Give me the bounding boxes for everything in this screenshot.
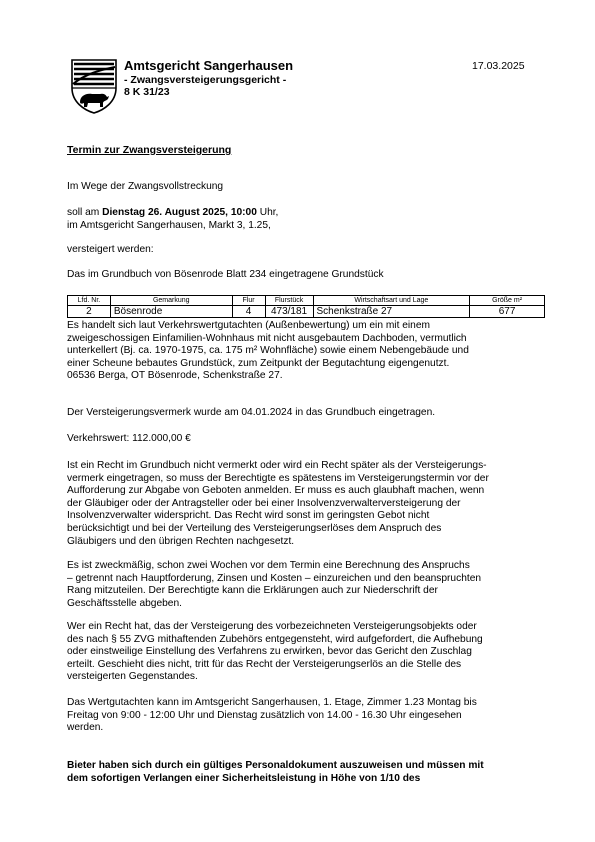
text-line: Ist ein Recht im Grundbuch nicht vermerkt oder wird ein Recht später als der Versteigerungs- [67, 460, 487, 471]
text-line: 06536 Berga, OT Bösenrode, Schenkstraße 27. [67, 370, 283, 382]
table-row [68, 306, 545, 318]
column-header: Flurstück [265, 296, 313, 306]
text-line: Gläubigers und den übrigen Rechten nachgesetzt. [67, 535, 295, 547]
text-line: Es ist zweckmäßig, schon zwei Wochen vor dem Termin eine Berechnung des Anspruchs [67, 560, 470, 571]
text-line: dem sofortigen Verlangen einer Sicherheitsleistung in Höhe von 1/10 des [67, 772, 421, 784]
text-line: des nach § 55 ZVG mithaftenden Zubehörs entgegensteht, wird aufgefordert, die Aufhebung [67, 633, 483, 645]
text-line: Das Wertgutachten kann im Amtsgericht Sangerhausen, 1. Etage, Zimmer 1.23 Montag bis [67, 697, 477, 708]
text-line: Aufforderung zur Abgabe von Geboten anmelden. Er muss es auch glaubhaft machen, wenn [67, 485, 485, 497]
table-cell: 4 [232, 306, 265, 318]
text-line: berücksichtigt und bei der Verteilung des Versteigerungserlöses dem Anspruch des [67, 522, 442, 534]
text-line: vermerk eingetragen, so muss der Berechtigte es spätestens im Versteigerungstermin vor der [67, 472, 489, 484]
bidders-paragraph [67, 760, 535, 785]
intro-text: Im Wege der Zwangsvollstreckung [67, 181, 224, 192]
table-cell: 473/181 [265, 306, 313, 318]
schedule-date: Dienstag 26. August 2025, 10:00 [102, 207, 257, 218]
table-cell: 677 [470, 306, 545, 318]
schedule-line-1 [67, 207, 535, 220]
text-line: Freitag von 9:00 - 12:00 Uhr und Dienstag zusätzlich von 14.00 - 16.30 Uhr eingesehen [67, 709, 462, 721]
text-line: Insolvenzverwalter widerspricht. Das Recht wird sonst im geringsten Gebot nicht [67, 510, 430, 522]
land-register-line: Das im Grundbuch von Bösenrode Blatt 234 eingetragene Grundstück [67, 269, 384, 280]
court-header [124, 58, 293, 98]
coat-of-arms-icon [70, 58, 118, 114]
text-line: Es handelt sich laut Verkehrswertgutachten (Außenbewertung) um ein mit einem [67, 320, 430, 331]
schedule-suffix: Uhr, [256, 207, 279, 218]
claim-paragraph [67, 560, 535, 610]
text-line: oder einstweilige Einstellung des Verfahrens zu erwirken, bevor das Gericht den Zuschlag [67, 646, 472, 658]
market-value: Verkehrswert: 112.000,00 € [67, 433, 191, 444]
court-subtitle: - Zwangsversteigerungsgericht - [124, 74, 287, 86]
property-table [67, 295, 545, 318]
appraisal-paragraph [67, 697, 535, 735]
table-cell: Bösenrode [110, 306, 232, 318]
text-line: Rang mitzuteilen. Der Berechtigte kann die Erklärungen auch zur Niederschrift der [67, 585, 438, 597]
column-header: Wirtschaftsart und Lage [313, 296, 470, 306]
schedule-line-2: im Amtsgericht Sangerhausen, Markt 3, 1.25, [67, 220, 271, 231]
document-date: 17.03.2025 [472, 60, 525, 72]
text-line: werden. [67, 722, 104, 734]
table-cell: 2 [68, 306, 111, 318]
auction-line: versteigert werden: [67, 244, 154, 255]
column-header: Flur [232, 296, 265, 306]
file-number: 8 K 31/23 [124, 86, 170, 98]
opposition-paragraph [67, 621, 535, 684]
text-line: Bieter haben sich durch ein gültiges Personaldokument auszuweisen und müssen mit [67, 760, 484, 771]
entry-note: Der Versteigerungsvermerk wurde am 04.01.2024 in das Grundbuch eingetragen. [67, 407, 436, 418]
court-name: Amtsgericht Sangerhausen [124, 58, 294, 73]
table-cell: Schenkstraße 27 [313, 306, 470, 318]
rights-paragraph [67, 460, 535, 548]
text-line: einer Scheune bebautes Grundstück, zum Zeitpunkt der Begutachtung eigengenutzt. [67, 357, 450, 369]
column-header: Gemarkung [110, 296, 232, 306]
text-line: – getrennt nach Hauptforderung, Zinsen und Kosten – einzureichen und den beanspruchten [67, 572, 482, 584]
text-line: Wer ein Recht hat, das der Versteigerung des vorbezeichneten Versteigerungsobjekts oder [67, 621, 477, 632]
column-header: Lfd. Nr. [68, 296, 111, 306]
schedule-prefix: soll am [67, 207, 103, 218]
text-line: erteilt. Geschieht dies nicht, tritt für das Recht der Versteigerungserlös an die Stelle des [67, 658, 462, 670]
text-line: zweigeschossigen Einfamilien-Wohnhaus mit nicht ausgebautem Dachboden, vermutlich [67, 332, 467, 344]
text-line: unterkellert (Bj. ca. 1970-1975, ca. 175 m² Wohnfläche) sowie einem Nebengebäude und [67, 345, 469, 357]
page-title: Termin zur Zwangsversteigerung [67, 144, 232, 156]
table-header-row [68, 296, 545, 306]
description-paragraph [67, 320, 535, 383]
text-line: versteigerten Gegenstandes. [67, 671, 198, 683]
text-line: Geschäftsstelle abgeben. [67, 597, 182, 609]
text-line: der Gläubiger oder der Antragsteller oder bei einer Insolvenzverwalterversteigerung der [67, 497, 461, 509]
column-header: Größe m² [470, 296, 545, 306]
